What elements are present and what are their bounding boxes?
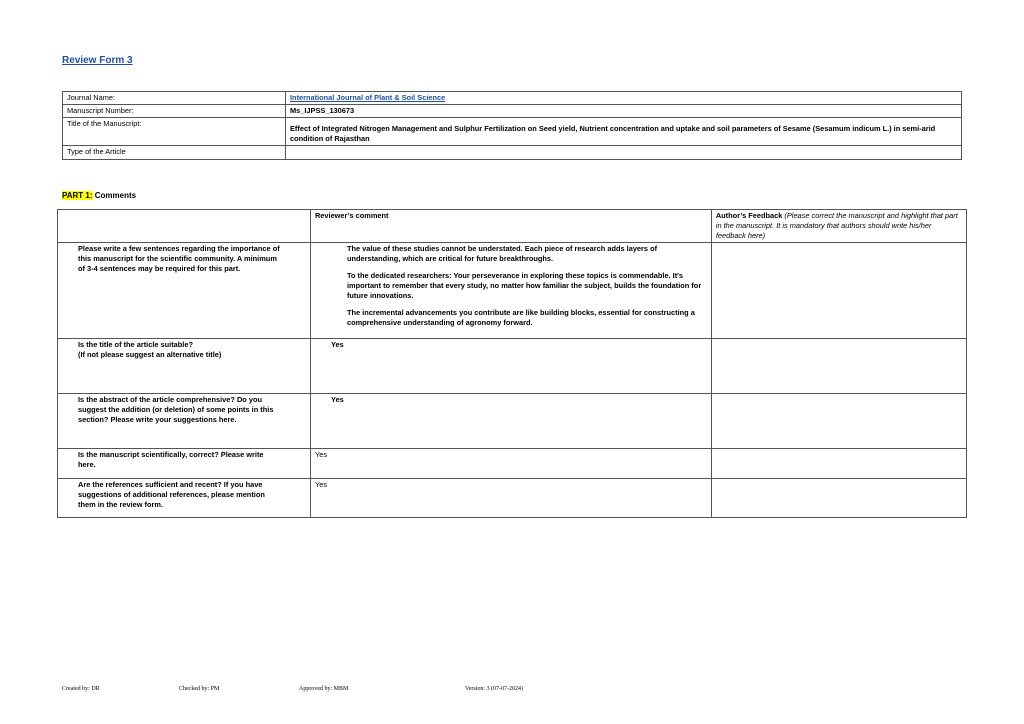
comments-header-row <box>58 210 967 243</box>
journal-row <box>63 92 962 105</box>
author-feedback-cell[interactable] <box>711 393 966 448</box>
journal-link[interactable]: International Journal of Plant & Soil Science <box>290 93 446 102</box>
manuscript-number-label: Manuscript Number: <box>63 104 286 117</box>
question-scientific: Is the manuscript scientifically, correct? Please write here. <box>58 448 311 478</box>
table-row <box>58 338 967 393</box>
part1-label: PART 1: <box>62 191 93 200</box>
author-feedback-instructions: (Please correct the manuscript and highlight that part in the manuscript. It is mandatory that authors should write his/her feedback here) <box>715 211 958 240</box>
table-row <box>58 478 967 517</box>
footer-version: Version: 3 (07-07-2024) <box>465 686 523 692</box>
article-type-row <box>63 145 962 159</box>
comments-table <box>57 209 967 518</box>
answer-paragraph: To the dedicated researchers: Your perseverance in exploring these topics is commendable. It's important to remember that every study, no matter how familiar the subject, builds the foundation for future innovations. <box>346 270 702 300</box>
manuscript-title-value: Effect of Integrated Nitrogen Management and Sulphur Fertilization on Seed yield, Nutrient concentration and uptake and soil parameters of Sesame (Sesamum indicum L.) in semi-arid condition of Rajasthan <box>286 117 962 145</box>
header-author-feedback <box>711 210 966 243</box>
form-title: Review Form 3 <box>62 55 133 66</box>
manuscript-title-row <box>63 117 962 145</box>
footer-checked-by: Checked by: PM <box>179 686 220 692</box>
header-question-cell <box>58 210 311 243</box>
author-feedback-cell[interactable] <box>711 242 966 338</box>
author-feedback-cell[interactable] <box>711 478 966 517</box>
article-type-value <box>286 145 962 159</box>
part1-title: Comments <box>92 191 137 200</box>
answer-scientific: Yes <box>310 448 711 478</box>
question-importance: Please write a few sentences regarding the importance of this manuscript for the scientific community. A minimum of 3-4 sentences may be required for this part. <box>58 242 311 338</box>
manuscript-number-value: Ms_IJPSS_130673 <box>286 104 962 117</box>
answer-paragraph: The incremental advancements you contribute are like building blocks, essential for constructing a comprehensive understanding of agronomy forward. <box>346 307 695 327</box>
footer-approved-by: Approved by: MBM <box>299 686 349 692</box>
journal-label: Journal Name: <box>63 92 286 105</box>
article-type-label: Type of the Article <box>63 145 286 159</box>
manuscript-number-row <box>63 104 962 117</box>
table-row <box>58 242 967 338</box>
answer-paragraph: The value of these studies cannot be understated. Each piece of research adds layers of understanding, which are critical for future breakthroughs. <box>346 243 658 263</box>
question-abstract: Is the abstract of the article comprehensive? Do you suggest the addition (or deletion) of some points in this section? Please write your suggestions here. <box>58 393 311 448</box>
answer-importance <box>310 242 711 338</box>
answer-references: Yes <box>310 478 711 517</box>
footer-created-by: Created by: DR <box>62 686 100 692</box>
author-feedback-cell[interactable] <box>711 338 966 393</box>
manuscript-info-table <box>62 91 962 160</box>
author-feedback-title: Author’s Feedback <box>715 211 783 220</box>
question-title-suitable: Is the title of the article suitable? (If not please suggest an alternative title) <box>58 338 311 393</box>
table-row <box>58 393 967 448</box>
author-feedback-cell[interactable] <box>711 448 966 478</box>
answer-abstract: Yes <box>310 393 711 448</box>
manuscript-title-label: Title of the Manuscript: <box>63 117 286 145</box>
header-reviewer-comment: Reviewer’s comment <box>310 210 711 243</box>
table-row <box>58 448 967 478</box>
part1-heading <box>62 191 136 200</box>
question-references: Are the references sufficient and recent? If you have suggestions of additional references, please mention them in the review form. <box>58 478 311 517</box>
answer-title-suitable: Yes <box>310 338 711 393</box>
